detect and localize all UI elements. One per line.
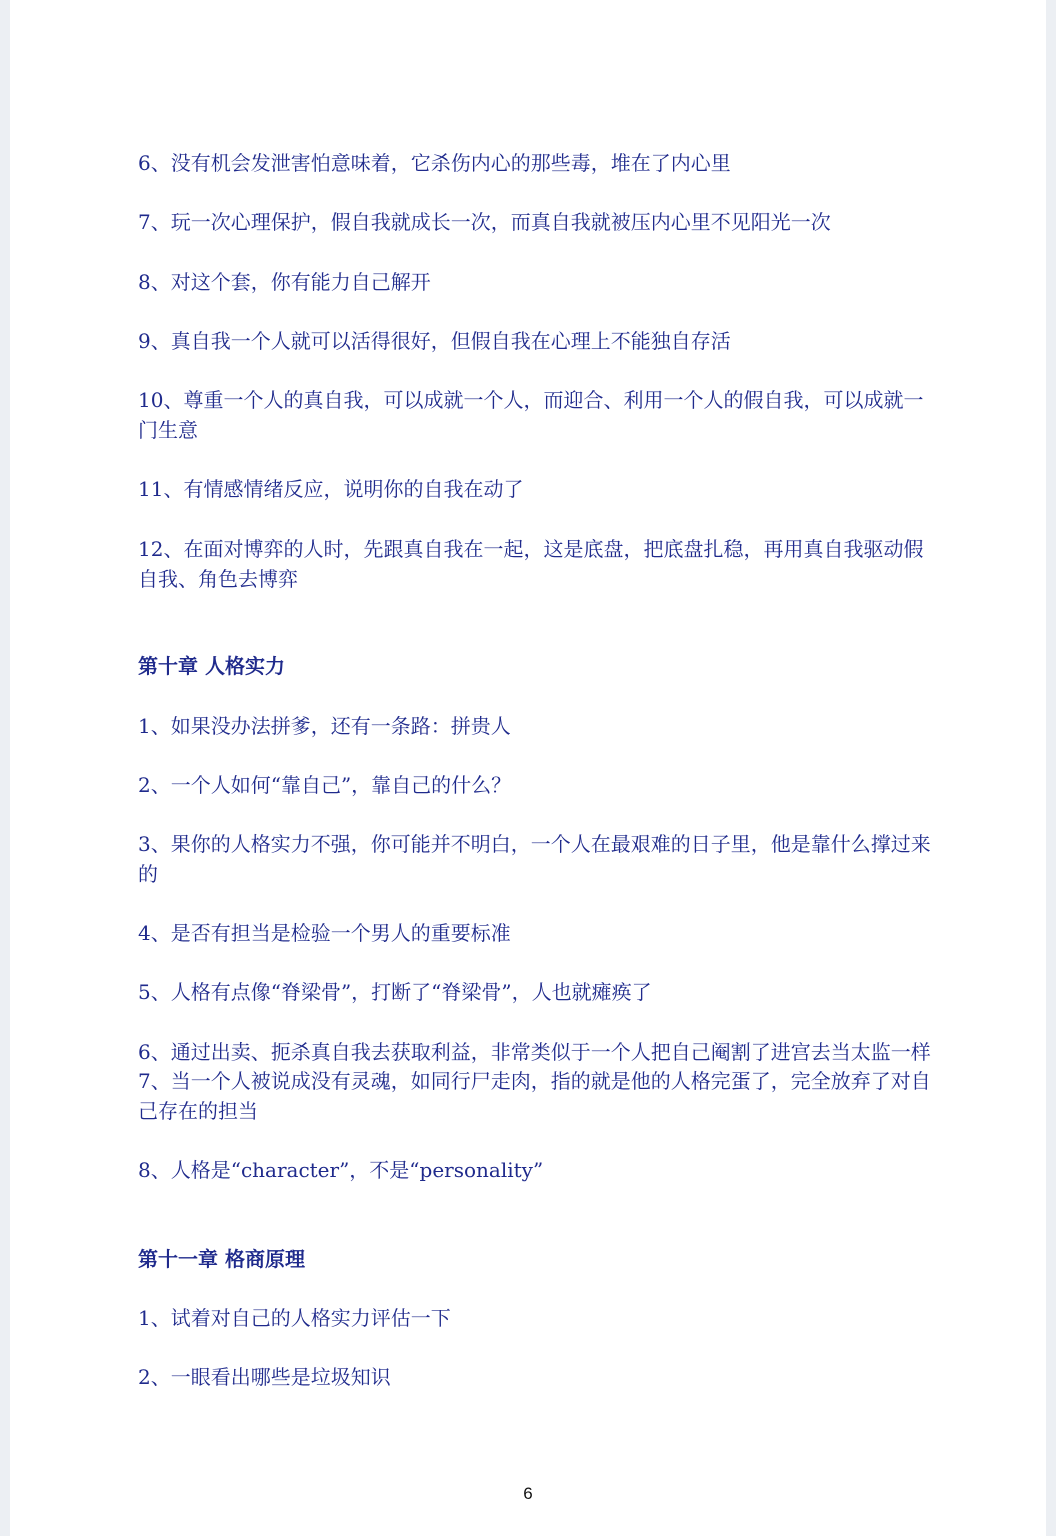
list-item: 1、试着对自己的人格实力评估一下 [138,1306,451,1330]
list-item: 9、真自我一个人就可以活得很好，但假自我在心理上不能独自存活 [138,329,731,353]
list-item: 10、尊重一个人的真自我，可以成就一个人，而迎合、利用一个人的假自我，可以成就一门生意 [138,388,924,442]
list-item: 2、一眼看出哪些是垃圾知识 [138,1365,391,1389]
list-item: 7、当一个人被说成没有灵魂，如同行尸走肉，指的就是他的人格完蛋了，完全放弃了对自己存在的担当 [138,1069,931,1123]
list-item: 6、通过出卖、扼杀真自我去获取利益，非常类似于一个人把自己阉割了进宫去当太监一样 [138,1040,931,1064]
chapter-heading: 第十一章 格商原理 [138,1247,305,1271]
chapter-heading: 第十章 人格实力 [138,654,285,678]
list-item: 11、有情感情绪反应，说明你的自我在动了 [138,477,524,501]
list-item: 4、是否有担当是检验一个男人的重要标准 [138,921,511,945]
list-item: 8、对这个套，你有能力自己解开 [138,270,431,294]
list-item: 6、没有机会发泄害怕意味着，它杀伤内心的那些毒，堆在了内心里 [138,151,731,175]
list-item: 2、一个人如何“靠自己”，靠自己的什么？ [138,773,512,797]
page-number: 6 [523,1484,533,1503]
list-item: 7、玩一次心理保护，假自我就成长一次，而真自我就被压内心里不见阳光一次 [138,210,831,234]
list-item: 12、在面对博弈的人时，先跟真自我在一起，这是底盘，把底盘扎稳，再用真自我驱动假自我、角色去博弈 [138,537,924,591]
list-item: 1、如果没办法拼爹，还有一条路：拼贵人 [138,714,511,738]
list-item: 5、人格有点像“脊梁骨”，打断了“脊梁骨”，人也就瘫痪了 [138,980,652,1004]
list-item: 3、果你的人格实力不强，你可能并不明白，一个人在最艰难的日子里，他是靠什么撑过来的 [138,832,931,886]
list-item: 8、人格是“character”，不是“personality” [138,1158,544,1182]
